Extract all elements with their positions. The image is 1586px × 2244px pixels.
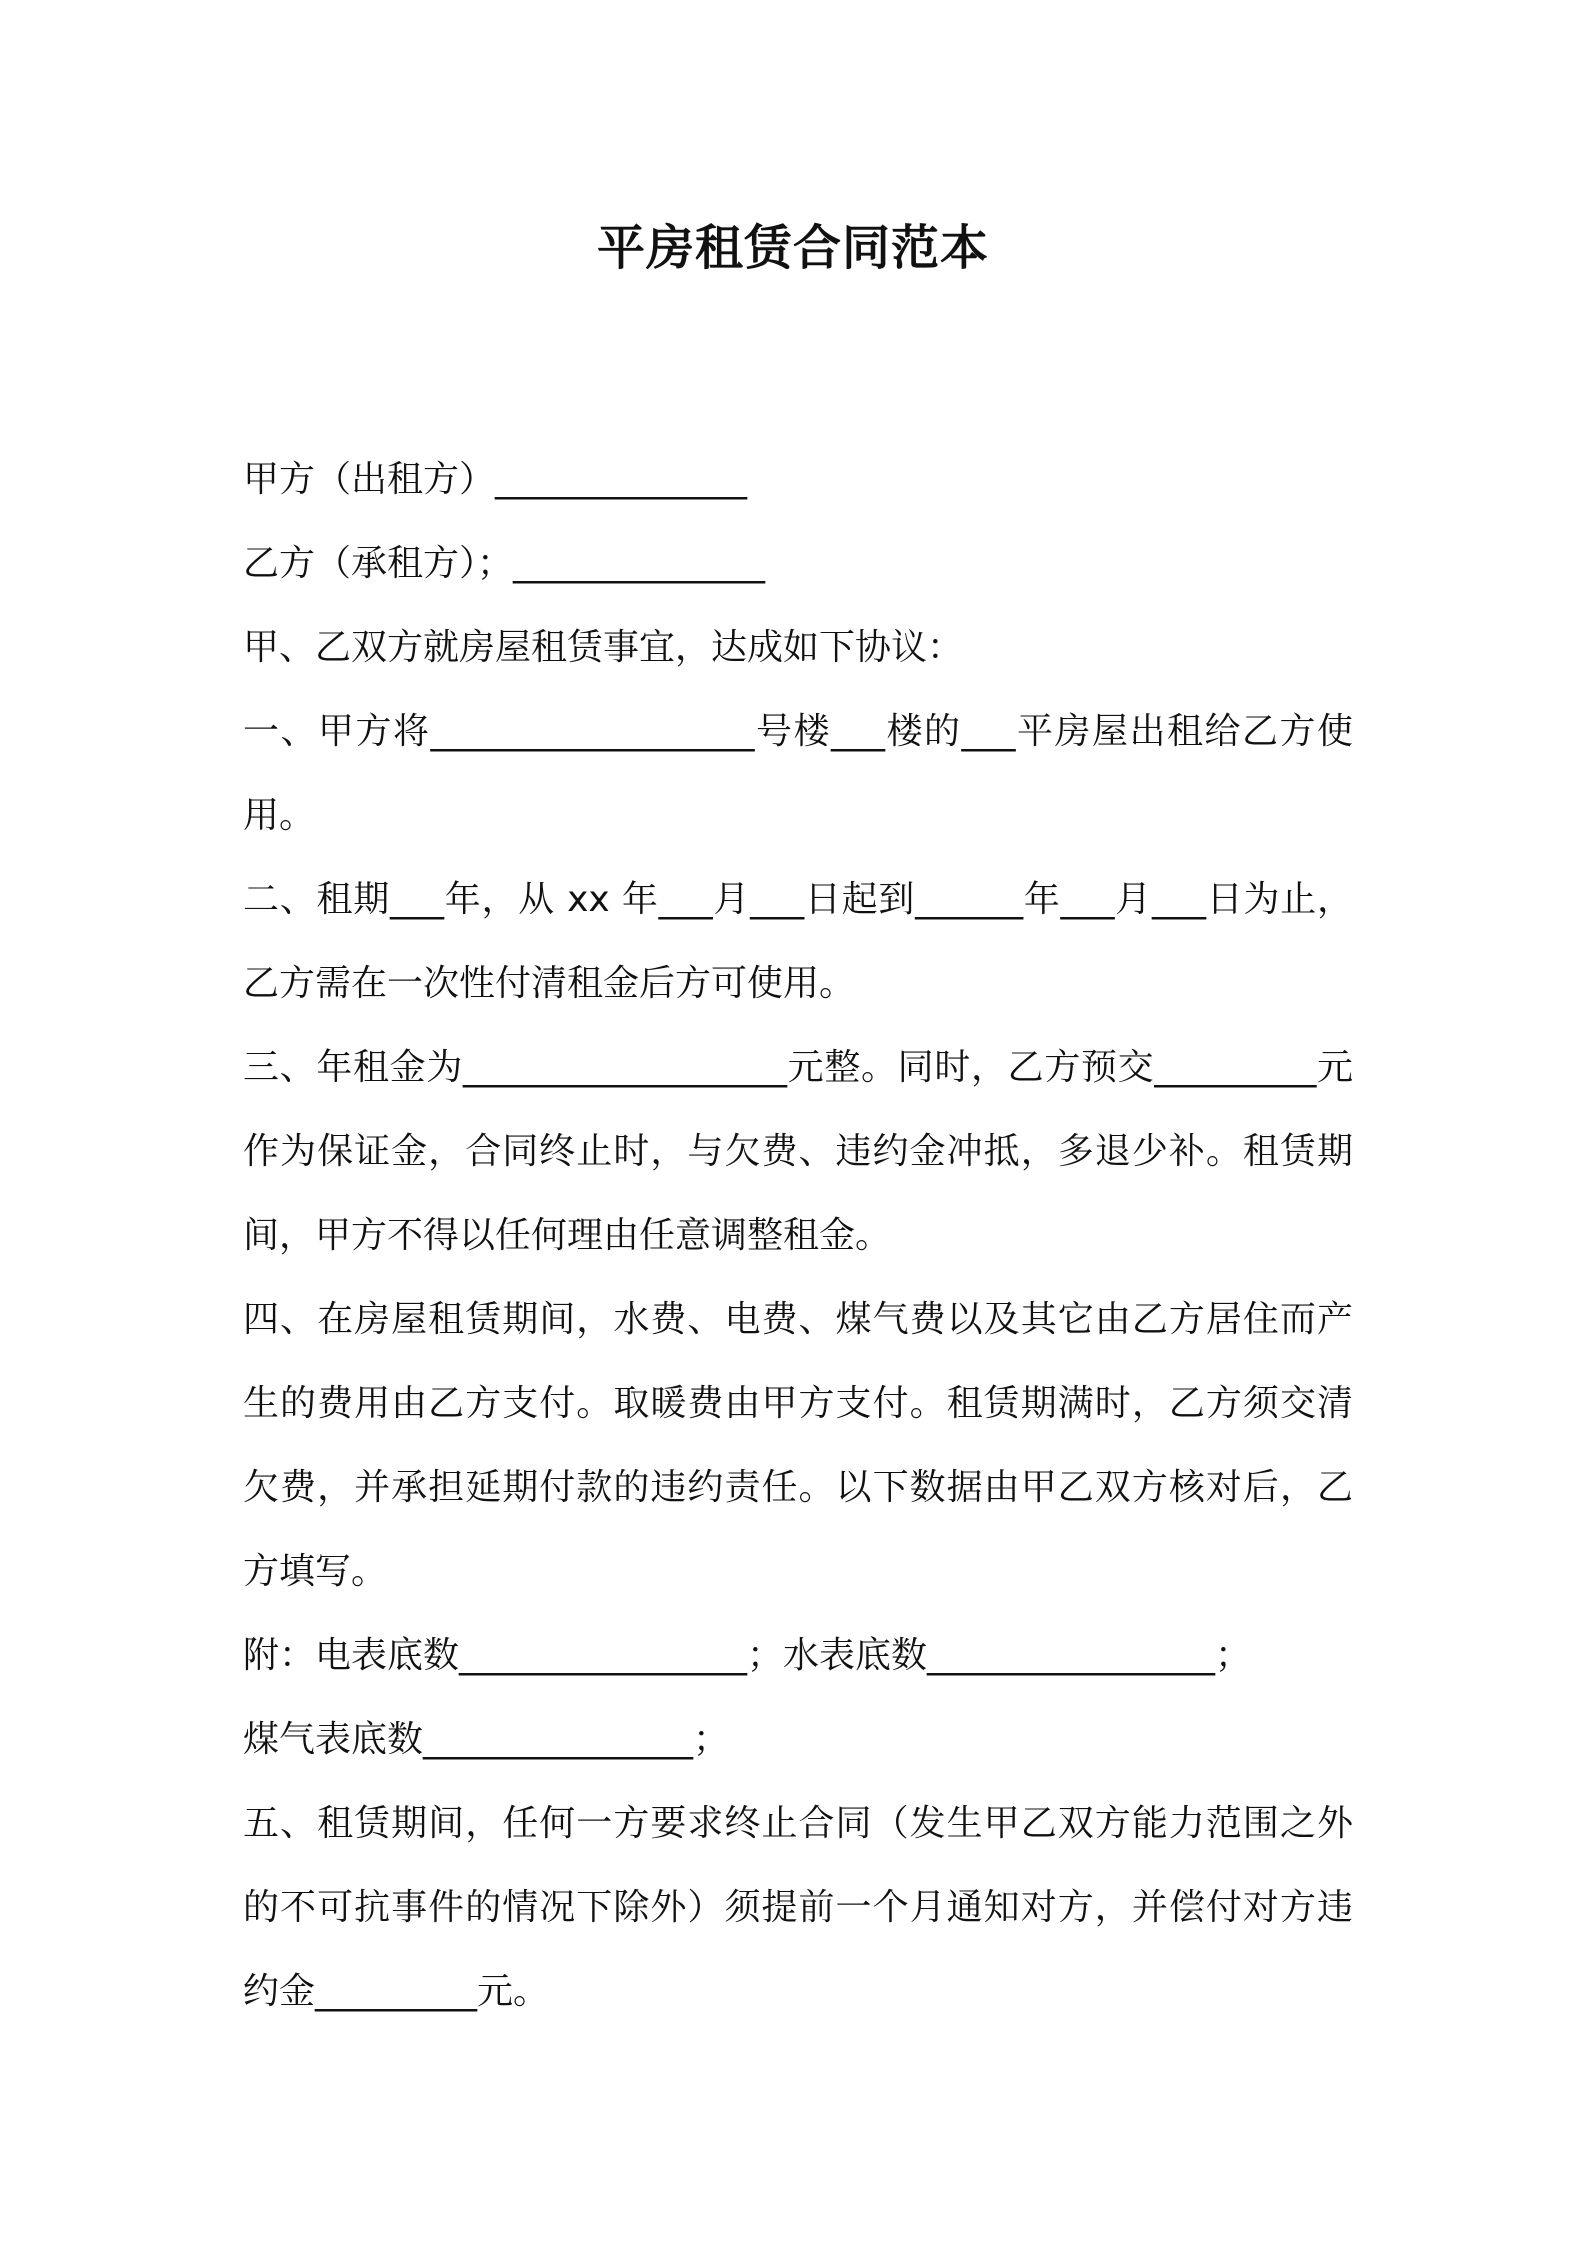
agreement-intro: 甲、乙双方就房屋租赁事宜，达成如下协议： xyxy=(243,627,964,668)
gas-meter-line: 煤气表底数_______________； xyxy=(243,1719,730,1760)
clause-4: 四、在房屋租赁期间，水费、电费、煤气费以及其它由乙方居住而产生的费用由乙方支付。取暖费由甲方支付。租赁期满时，乙方须交清欠费，并承担延期付款的违约责任。以下数据由甲乙双方核对后，乙方填写。 xyxy=(243,1299,1353,1592)
party-b-line: 乙方（承租方）；______________ xyxy=(243,543,766,584)
clause-3: 三、年租金为__________________元整。同时，乙方预交_________元作为保证金，合同终止时，与欠费、违约金冲抵，多退少补。租赁期间，甲方不得以任何理由任意调整租金。 xyxy=(243,1047,1353,1256)
clause-1: 一、甲方将__________________号楼___楼的___平房屋出租给乙方使用。 xyxy=(243,711,1353,836)
clause-2: 二、租期___年，从 xx 年___月___日起到______年___月___日为止，乙方需在一次性付清租金后方可使用。 xyxy=(243,879,1353,1004)
party-a-line: 甲方（出租方）______________ xyxy=(243,459,748,500)
contract-body xyxy=(243,438,1353,2034)
meter-readings-line: 附：电表底数________________；水表底数________________； xyxy=(243,1635,1252,1676)
clause-5: 五、租赁期间，任何一方要求终止合同（发生甲乙双方能力范围之外的不可抗事件的情况下除外）须提前一个月通知对方，并偿付对方违约金_________元。 xyxy=(243,1803,1353,2012)
document-title: 平房租赁合同范本 xyxy=(596,220,989,276)
